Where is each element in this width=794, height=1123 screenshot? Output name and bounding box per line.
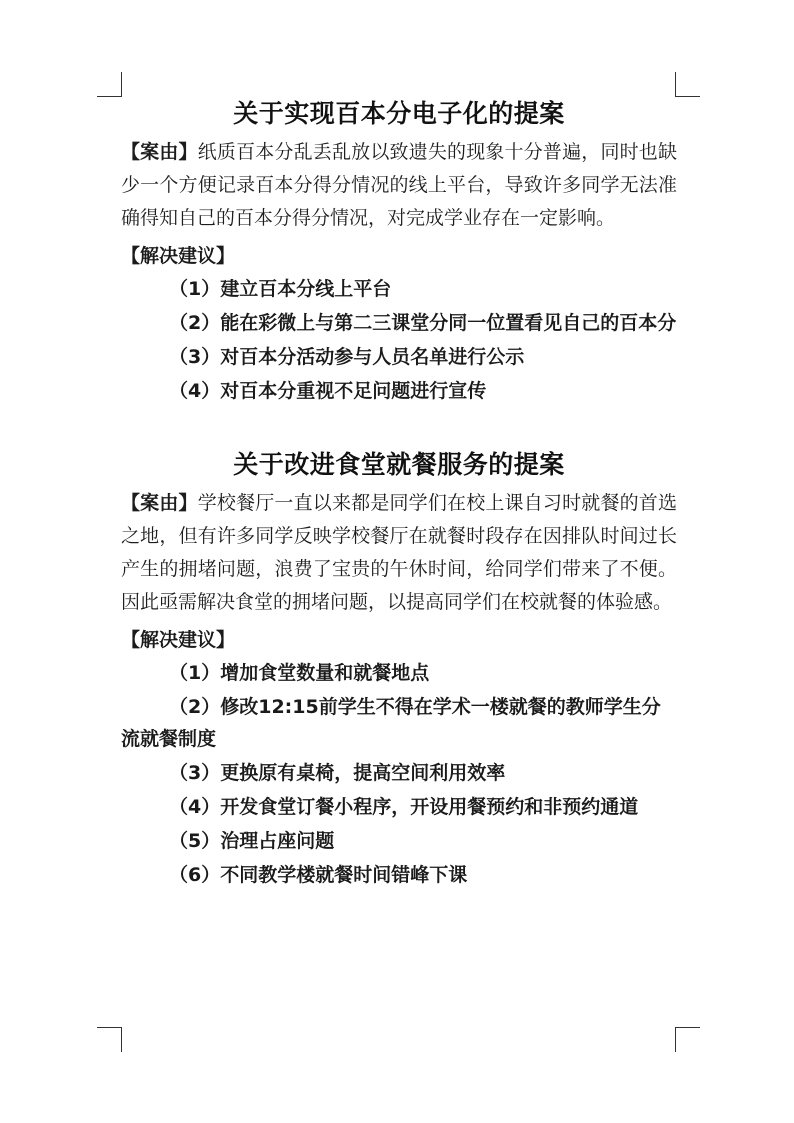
suggestions-heading: 【解决建议】 [121,629,236,651]
suggestion-item: （1）建立百本分线上平台 [169,278,392,300]
proposal-section [121,92,677,407]
suggestion-item: （5）治理占座问题 [169,830,335,852]
suggestion-item: （2）修改12:15前学生不得在学术一楼就餐的教师学生分流就餐制度 [121,696,661,750]
proposal-title: 关于改进食堂就餐服务的提案 [233,450,565,479]
reason-text: 纸质百本分乱丢乱放以致遗失的现象十分普遍，同时也缺少一个方便记录百本分得分情况的线上平台，导致许多同学无法准确得知自己的百本分得分情况，对完成学业存在一定影响。 [121,141,677,229]
suggestion-item: （1）增加食堂数量和就餐地点 [169,662,430,684]
reason-text: 学校餐厅一直以来都是同学们在校上课自习时就餐的首选之地，但有许多同学反映学校餐厅在就餐时段存在因排队时间过长产生的拥堵问题，浪费了宝贵的午休时间，给同学们带来了不便。因此亟需解决食堂的拥堵问题，以提高同学们在校就餐的体验感。 [121,492,677,613]
proposal-reason [121,487,677,619]
suggestions-heading: 【解决建议】 [121,245,236,267]
proposal-title: 关于实现百本分电子化的提案 [233,99,565,128]
suggestion-item: （6）不同教学楼就餐时间错峰下课 [169,864,468,886]
suggestion-item: （3）更换原有桌椅，提高空间利用效率 [169,762,506,784]
suggestion-item: （4）开发食堂订餐小程序，开设用餐预约和非预约通道 [169,796,639,818]
reason-label: 【案由】 [121,141,198,163]
crop-mark-bottom-left [97,1027,122,1052]
reason-label: 【案由】 [121,492,198,514]
crop-mark-bottom-right [675,1027,700,1052]
crop-mark-top-right [675,72,700,97]
crop-mark-top-left [97,72,122,97]
suggestion-item: （4）对百本分重视不足问题进行宣传 [169,380,487,402]
proposal-section [121,443,677,891]
suggestion-item: （2）能在彩微上与第二三课堂分同一位置看见自己的百本分 [169,312,677,334]
proposal-reason [121,136,677,235]
document-content [121,92,677,893]
suggestion-item: （3）对百本分活动参与人员名单进行公示 [169,346,525,368]
